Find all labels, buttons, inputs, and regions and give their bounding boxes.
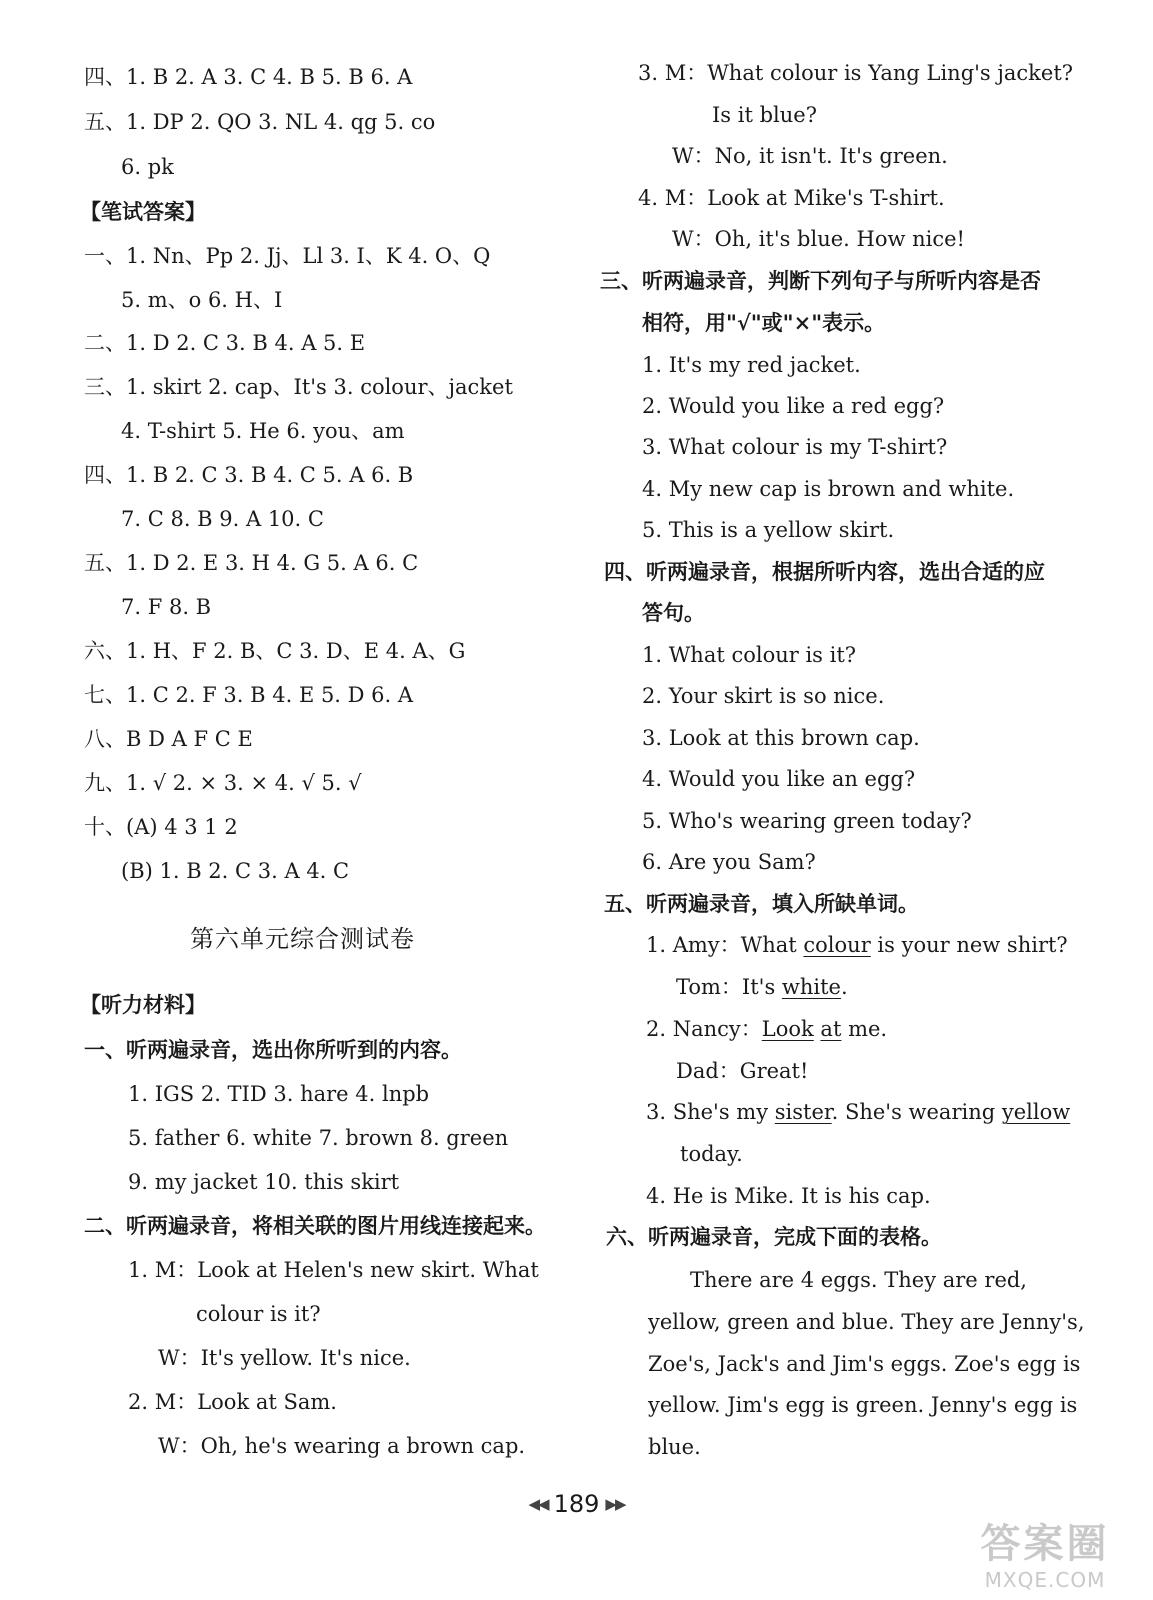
answer-line: 十、(A) 4 3 1 2 (84, 815, 238, 839)
answer-line: (B) 1. B 2. C 3. A 4. C (121, 859, 350, 883)
answer-line: 6. pk (121, 155, 174, 179)
section-title: 一、听两遍录音，选出你所听到的内容。 (84, 1037, 462, 1062)
dialogue-line: W：Oh, he's wearing a brown cap. (158, 1434, 526, 1458)
question-line: 1. IGS 2. TID 3. hare 4. lnpb (128, 1082, 430, 1106)
dialogue-line: 2. M：Look at Sam. (128, 1390, 337, 1414)
filled-blank: white (781, 975, 841, 999)
question-line: 4. Would you like an egg? (642, 767, 916, 791)
answer-line: 4. T-shirt 5. He 6. you、am (121, 419, 405, 443)
question-line: 6. Are you Sam? (642, 850, 816, 874)
page-number: 189 (553, 1490, 600, 1518)
dialogue-line: 3. M：What colour is Yang Ling's jacket? (638, 61, 1074, 85)
section-title: 四、听两遍录音，根据所听内容，选出合适的应 (604, 559, 1045, 584)
dialogue-line: Dad：Great! (676, 1059, 809, 1083)
text-segment: 2. Nancy： (646, 1017, 762, 1041)
text-segment: me. (841, 1017, 888, 1041)
prev-arrows-icon: ◀◀ (528, 1495, 548, 1513)
filled-blank: sister (774, 1100, 832, 1124)
unit-title: 第六单元综合测试卷 (190, 925, 415, 953)
filled-blank: at (820, 1017, 842, 1041)
section-title: 二、听两遍录音，将相关联的图片用线连接起来。 (84, 1213, 546, 1238)
question-line: 2. Would you like a red egg? (642, 394, 945, 418)
passage-line: Zoe's, Jack's and Jim's eggs. Zoe's egg is (648, 1352, 1081, 1376)
next-arrows-icon: ▶▶ (605, 1495, 625, 1513)
filled-blank: Look (761, 1017, 814, 1041)
question-line: 5. This is a yellow skirt. (642, 518, 895, 542)
section-title: 五、听两遍录音，填入所缺单词。 (604, 891, 919, 916)
answer-line: 七、1. C 2. F 3. B 4. E 5. D 6. A (84, 683, 414, 707)
written-answers-heading: 【笔试答案】 (80, 199, 206, 224)
fill-blank-line (676, 972, 848, 1002)
section-title: 六、听两遍录音，完成下面的表格。 (606, 1224, 942, 1249)
question-line: 4. My new cap is brown and white. (642, 477, 1015, 501)
answer-line: 八、B D A F C E (84, 727, 253, 751)
filled-blank: colour (803, 933, 871, 957)
dialogue-line: today. (680, 1142, 743, 1166)
answer-line: 一、1. Nn、Pp 2. Jj、Ll 3. I、K 4. O、Q (84, 244, 491, 268)
answer-line: 二、1. D 2. C 3. B 4. A 5. E (84, 331, 366, 355)
watermark-text: 答案圈 (980, 1521, 1110, 1567)
dialogue-line: 4. He is Mike. It is his cap. (646, 1184, 931, 1208)
watermark-url: MXQE.COM (984, 1568, 1106, 1592)
question-line: 3. What colour is my T-shirt? (642, 435, 948, 459)
dialogue-line: Is it blue? (712, 103, 817, 127)
section-title-cont: 相符，用"√"或"×"表示。 (642, 310, 886, 335)
passage-line: There are 4 eggs. They are red, (690, 1268, 1027, 1292)
dialogue-line: W：It's yellow. It's nice. (158, 1346, 411, 1370)
question-line: 2. Your skirt is so nice. (642, 684, 885, 708)
answer-line: 四、1. B 2. A 3. C 4. B 5. B 6. A (84, 65, 413, 89)
fill-blank-line (646, 1014, 887, 1044)
passage-line: yellow, green and blue. They are Jenny's, (648, 1310, 1085, 1334)
question-line: 5. father 6. white 7. brown 8. green (128, 1126, 509, 1150)
fill-blank-line (646, 1097, 1070, 1127)
answer-line: 5. m、o 6. H、I (121, 288, 283, 312)
text-segment: 3. She's my (646, 1100, 775, 1124)
text-segment: is your new shirt? (870, 933, 1068, 957)
fill-blank-line (646, 930, 1068, 960)
question-line: 1. It's my red jacket. (642, 353, 861, 377)
answer-line: 7. C 8. B 9. A 10. C (121, 507, 324, 531)
dialogue-line: 4. M：Look at Mike's T-shirt. (638, 186, 945, 210)
answer-line: 四、1. B 2. C 3. B 4. C 5. A 6. B (84, 463, 414, 487)
passage-line: blue. (648, 1435, 701, 1459)
text-segment: . She's wearing (831, 1100, 1002, 1124)
answer-line: 三、1. skirt 2. cap、It's 3. colour、jacket (84, 375, 513, 399)
section-title-cont: 答句。 (642, 600, 705, 625)
watermark-logo (950, 1520, 1140, 1592)
answer-line: 五、1. DP 2. QO 3. NL 4. qg 5. co (84, 110, 436, 134)
dialogue-line: 1. M：Look at Helen's new skirt. What (128, 1258, 539, 1282)
answer-line: 五、1. D 2. E 3. H 4. G 5. A 6. C (84, 551, 419, 575)
question-line: 3. Look at this brown cap. (642, 726, 920, 750)
listening-material-heading: 【听力材料】 (80, 992, 206, 1017)
dialogue-line: colour is it? (196, 1302, 321, 1326)
question-line: 5. Who's wearing green today? (642, 809, 972, 833)
text-segment: . (841, 975, 848, 999)
question-line: 1. What colour is it? (642, 643, 857, 667)
passage-line: yellow. Jim's egg is green. Jenny's egg is (648, 1393, 1078, 1417)
dialogue-line: W：Oh, it's blue. How nice! (672, 227, 965, 251)
page-footer (0, 1486, 1153, 1522)
question-line: 9. my jacket 10. this skirt (128, 1170, 400, 1194)
text-segment: Tom：It's (676, 975, 782, 999)
section-title: 三、听两遍录音，判断下列句子与所听内容是否 (600, 268, 1041, 293)
filled-blank: yellow (1001, 1100, 1071, 1124)
text-segment: 1. Amy：What (646, 933, 804, 957)
answer-line: 六、1. H、F 2. B、C 3. D、E 4. A、G (84, 639, 466, 663)
dialogue-line: W：No, it isn't. It's green. (672, 144, 948, 168)
answer-line: 7. F 8. B (121, 595, 212, 619)
answer-line: 九、1. √ 2. × 3. × 4. √ 5. √ (84, 771, 362, 795)
